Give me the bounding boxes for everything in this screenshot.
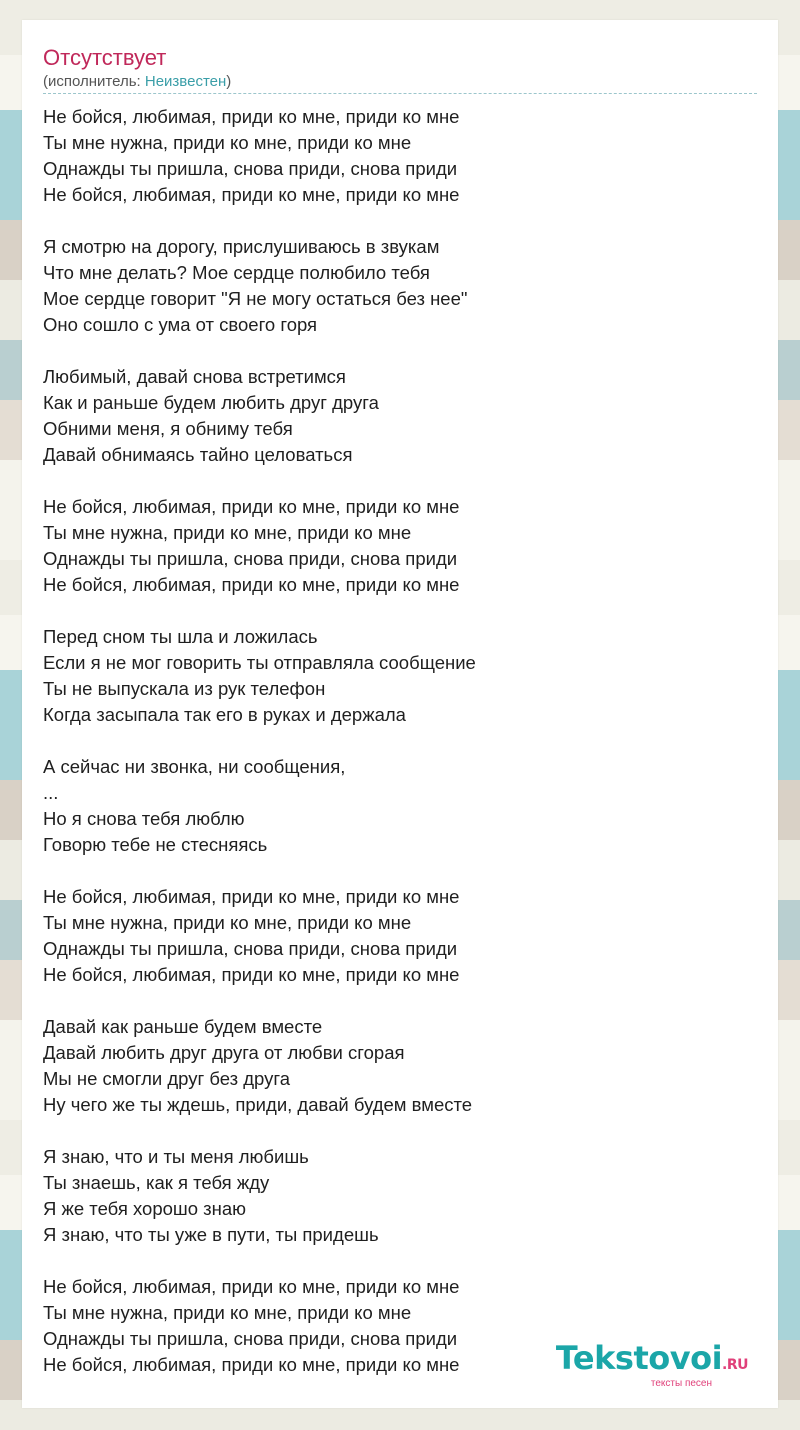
lyric-line: ... (43, 782, 59, 803)
lyric-line: Как и раньше будем любить друг друга (43, 392, 379, 413)
song-title: Отсутствует (43, 45, 167, 70)
artist-suffix: ) (226, 73, 232, 90)
lyric-line: Однажды ты пришла, снова приди, снова приди (43, 548, 458, 569)
lyric-line: Я знаю, что ты уже в пути, ты придешь (43, 1224, 379, 1245)
lyric-line: Не бойся, любимая, приди ко мне, приди ко мне (43, 574, 460, 595)
lyric-line: Давай любить друг друга от любви сгорая (43, 1042, 405, 1063)
logo-name: Tekstovoi (555, 1339, 723, 1377)
lyrics-stanza (43, 884, 757, 988)
lyrics-stanza (43, 234, 757, 338)
lyric-line: Любимый, давай снова встретимся (43, 366, 346, 387)
lyrics-stanza (43, 754, 757, 858)
lyric-line: Ты мне нужна, приди ко мне, приди ко мне (43, 522, 412, 543)
lyric-line: Ты мне нужна, приди ко мне, приди ко мне (43, 912, 412, 933)
lyric-line: Ты мне нужна, приди ко мне, приди ко мне (43, 132, 412, 153)
lyric-line: Оно сошло с ума от своего горя (43, 314, 318, 335)
lyric-line: Но я снова тебя люблю (43, 808, 245, 829)
lyric-line: Не бойся, любимая, приди ко мне, приди ко мне (43, 964, 460, 985)
logo-tld: .RU (722, 1357, 748, 1373)
logo-tagline: тексты песен (650, 1378, 712, 1389)
lyric-line: Мое сердце говорит "Я не могу остаться без нее" (43, 288, 468, 309)
lyric-line: Я смотрю на дорогу, прислушиваюсь в звукам (43, 236, 440, 257)
site-logo[interactable] (556, 1341, 748, 1390)
lyrics-stanza (43, 624, 757, 728)
lyrics-stanza (43, 104, 757, 208)
lyric-line: Мы не смогли друг без друга (43, 1068, 291, 1089)
lyric-line: Если я не мог говорить ты отправляла сообщение (43, 652, 476, 673)
lyrics-body (43, 104, 757, 1404)
lyric-line: Ну чего же ты ждешь, приди, давай будем вместе (43, 1094, 473, 1115)
lyric-line: Перед сном ты шла и ложилась (43, 626, 318, 647)
lyric-line: Не бойся, любимая, приди ко мне, приди ко мне (43, 886, 460, 907)
lyric-line: Что мне делать? Мое сердце полюбило тебя (43, 262, 430, 283)
lyric-line: Ты не выпускала из рук телефон (43, 678, 326, 699)
lyrics-stanza (43, 1014, 757, 1118)
lyric-line: Не бойся, любимая, приди ко мне, приди ко мне (43, 184, 460, 205)
lyric-line: Давай обнимаясь тайно целоваться (43, 444, 353, 465)
lyric-line: Не бойся, любимая, приди ко мне, приди ко мне (43, 106, 460, 127)
artist-prefix: (исполнитель: (43, 73, 145, 90)
lyric-line: Я же тебя хорошо знаю (43, 1198, 247, 1219)
lyrics-stanza (43, 364, 757, 468)
lyric-line: Не бойся, любимая, приди ко мне, приди ко мне (43, 1354, 460, 1375)
lyric-line: Однажды ты пришла, снова приди, снова приди (43, 158, 458, 179)
lyric-line: А сейчас ни звонка, ни сообщения, (43, 756, 346, 777)
artist-line (43, 72, 757, 94)
lyric-line: Когда засыпала так его в руках и держала (43, 704, 406, 725)
lyric-line: Я знаю, что и ты меня любишь (43, 1146, 309, 1167)
lyric-line: Однажды ты пришла, снова приди, снова приди (43, 938, 458, 959)
lyric-line: Ты мне нужна, приди ко мне, приди ко мне (43, 1302, 412, 1323)
lyric-line: Не бойся, любимая, приди ко мне, приди ко мне (43, 496, 460, 517)
lyric-line: Говорю тебе не стесняясь (43, 834, 268, 855)
lyric-line: Не бойся, любимая, приди ко мне, приди ко мне (43, 1276, 460, 1297)
artist-link[interactable]: Неизвестен (144, 73, 227, 90)
lyric-line: Давай как раньше будем вместе (43, 1016, 323, 1037)
lyrics-stanza (43, 1144, 757, 1248)
lyric-line: Ты знаешь, как я тебя жду (43, 1172, 270, 1193)
lyric-line: Однажды ты пришла, снова приди, снова приди (43, 1328, 458, 1349)
lyric-line: Обними меня, я обниму тебя (43, 418, 293, 439)
lyrics-card (22, 20, 778, 1408)
lyrics-stanza (43, 494, 757, 598)
